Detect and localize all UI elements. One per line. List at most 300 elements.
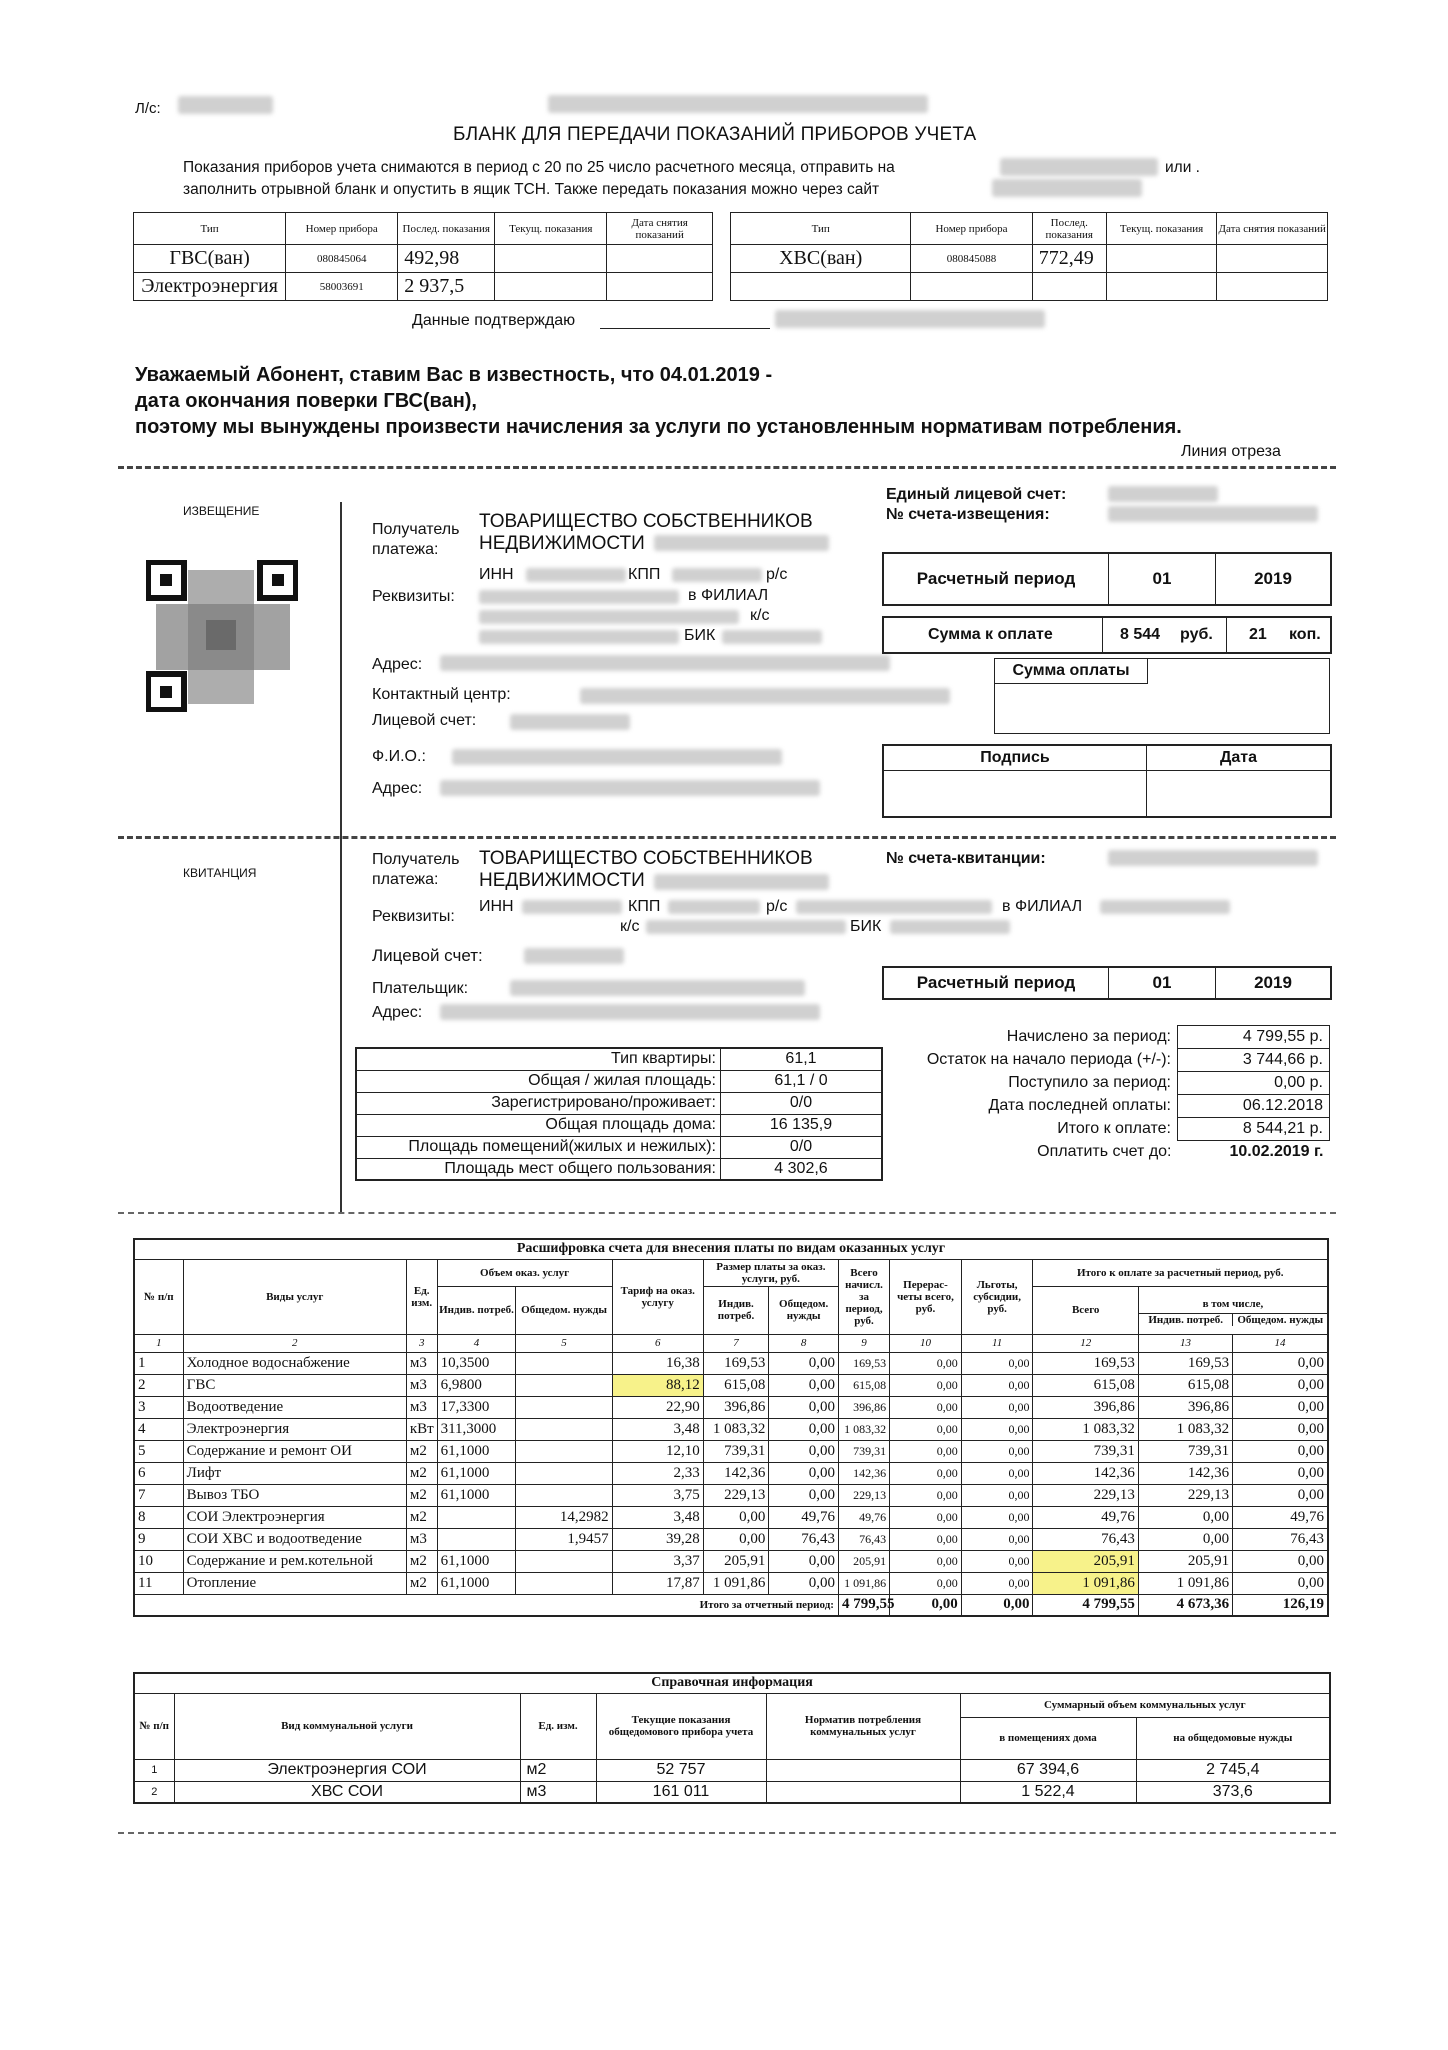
table-cell: 396,86 [703,1396,769,1418]
izv-sum-box [882,616,1332,654]
izv-kpp: КПП [628,566,661,583]
redacted-bik2 [890,920,1010,934]
table-cell: 3 [134,1396,183,1418]
table-cell: 0,00 [961,1506,1033,1528]
meter-col-type: Тип [134,213,286,245]
total-cell: 126,19 [1233,1594,1328,1616]
table-cell [516,1352,612,1374]
table-cell: 205,91 [838,1550,889,1572]
col-number: 5 [516,1334,612,1352]
col-number: 13 [1138,1334,1232,1352]
table-cell: Содержание и ремонт ОИ [183,1440,406,1462]
apt-info-row [356,1136,882,1158]
period-month: 01 [1109,967,1216,999]
col-number: 11 [961,1334,1033,1352]
table-row [134,1396,1328,1418]
kvit-inn: ИНН [479,898,514,915]
table-cell: 229,13 [838,1484,889,1506]
summary-label: Оплатить счет до: [1037,1143,1172,1160]
table-cell: 3,37 [612,1550,703,1572]
table-cell: 205,91 [1033,1550,1138,1572]
kvit-recipient-name1: ТОВАРИЩЕСТВО СОБСТВЕННИКОВ [479,848,813,869]
table-cell: 16,38 [612,1352,703,1374]
izv-recipient-label [372,520,459,560]
summary-value: 06.12.2018 [1178,1095,1330,1118]
total-cell: 0,00 [961,1594,1033,1616]
table-cell: Содержание и рем.котельной [183,1550,406,1572]
summary-value: 4 799,55 р. [1178,1026,1330,1049]
table-cell: м2 [406,1440,437,1462]
kvit-period-table [882,966,1332,1000]
table-cell: 14,2982 [516,1506,612,1528]
h-unit: Ед. изм. [406,1259,437,1334]
table-row [134,1352,1328,1374]
h-all: Всего [1033,1286,1138,1334]
table-cell: 61,1000 [437,1572,516,1594]
table-cell: 229,13 [1138,1484,1232,1506]
table-cell: кВт [406,1418,437,1440]
total-cell: 4 673,36 [1138,1594,1232,1616]
apt-info-label: Общая / жилая площадь: [356,1070,721,1092]
col-number: 8 [769,1334,839,1352]
table-cell: 0,00 [961,1396,1033,1418]
table-cell: 0,00 [1233,1484,1328,1506]
apt-info-label: Общая площадь дома: [356,1114,721,1136]
table-cell: 22,90 [612,1396,703,1418]
apt-info-row [356,1114,882,1136]
ref-h-in-rooms: в помещениях дома [960,1717,1136,1759]
table-cell: Лифт [183,1462,406,1484]
confirm-signature-line [600,328,770,329]
table-cell: 396,86 [1033,1396,1138,1418]
table-cell: 0,00 [961,1572,1033,1594]
table-cell: СОИ Электроэнергия [183,1506,406,1528]
izv-ks: к/с [750,607,770,624]
meter-current-input[interactable] [495,245,607,273]
table-row [134,1506,1328,1528]
redacted-rs2 [796,900,992,914]
apartment-info-table [355,1047,883,1181]
instructions-line1-a: Показания приборов учета снимаются в период с 20 по 25 число расчетного месяца, отправить на [183,159,895,176]
table-cell: 0,00 [769,1572,839,1594]
izv-recipient-label2: платежа: [372,541,439,558]
table-cell: 615,08 [838,1374,889,1396]
sum-kop: 21 [1249,626,1267,643]
table-cell: 615,08 [1138,1374,1232,1396]
col-number: 7 [703,1334,769,1352]
meter-col-number: Номер прибора [911,213,1032,245]
table-cell: м3 [406,1352,437,1374]
redacted-bik [722,630,822,644]
reference-title: Справочная информация [134,1673,1330,1693]
table-cell: 49,76 [769,1506,839,1528]
table-cell: 739,31 [838,1440,889,1462]
paid-label: Сумма оплаты [995,659,1148,684]
table-cell: 7 [134,1484,183,1506]
table-cell: 0,00 [890,1572,962,1594]
table-cell: 739,31 [703,1440,769,1462]
table-row [134,1528,1328,1550]
reference-table [133,1672,1331,1804]
table-cell [437,1528,516,1550]
table-cell: м2 [406,1572,437,1594]
table-cell: 169,53 [838,1352,889,1374]
h-pay-common: Общедом. нужды [769,1286,839,1334]
meter-last-value: 772,49 [1032,245,1106,273]
col-number: 6 [612,1334,703,1352]
meter-date-input[interactable] [1217,273,1328,301]
table-cell: 0,00 [703,1506,769,1528]
total-cell: 4 799,55 [1033,1594,1138,1616]
table-cell: 76,43 [769,1528,839,1550]
h-pay-ind: Индив. потреб. [703,1286,769,1334]
table-cell: СОИ ХВС и водоотведение [183,1528,406,1550]
table-cell: м2 [406,1550,437,1572]
izv-contact-label: Контактный центр: [372,686,511,703]
apt-info-value: 61,1 / 0 [721,1070,883,1092]
table-cell: м2 [406,1484,437,1506]
izv-account-label: Лицевой счет: [372,712,477,729]
meter-current-input[interactable] [1106,273,1217,301]
table-cell: 205,91 [1138,1550,1232,1572]
instructions-line1-b: или . [1165,159,1200,176]
table-cell: 9 [134,1528,183,1550]
summary-row [880,1141,1330,1164]
redacted-payer [510,980,805,996]
redacted-recipient [654,535,829,551]
table-cell: 76,43 [838,1528,889,1550]
meter-date-input[interactable] [607,245,713,273]
vertical-divider [340,502,342,1214]
table-cell: 52 757 [596,1759,766,1781]
redacted-email [1000,158,1158,176]
izv-bik: БИК [684,627,716,644]
table-cell: 0,00 [703,1528,769,1550]
table-cell: 0,00 [890,1418,962,1440]
h-volume: Объем оказ. услуг [437,1259,612,1286]
sign-date-box [882,744,1332,818]
table-cell: м3 [406,1528,437,1550]
table-cell: 0,00 [961,1374,1033,1396]
section-divider [118,836,1336,839]
table-cell: 0,00 [961,1418,1033,1440]
receipt-no-label: № счета-квитанции: [886,850,1046,867]
table-cell: 169,53 [703,1352,769,1374]
apt-info-label: Зарегистрировано/проживает: [356,1092,721,1114]
table-cell: 1 083,32 [703,1418,769,1440]
redacted-name [775,310,1045,328]
table-cell: 0,00 [1233,1418,1328,1440]
ref-h-common: на общедомовые нужды [1136,1717,1330,1759]
table-cell [766,1759,960,1781]
table-cell: м3 [520,1781,596,1803]
table-cell: 2 [134,1781,174,1803]
redacted-receipt-no [1108,850,1318,866]
col-number: 2 [183,1334,406,1352]
bottom-divider [118,1832,1336,1834]
table-cell: 739,31 [1138,1440,1232,1462]
table-cell: 11 [134,1572,183,1594]
table-cell: м2 [520,1759,596,1781]
ref-h-unit: Ед. изм. [520,1693,596,1759]
table-cell: 0,00 [890,1484,962,1506]
kvit-rs: р/с [766,898,788,915]
ref-h-no: № п/п [134,1693,174,1759]
redacted-branch [479,610,739,624]
redacted-kpp2 [668,900,760,914]
kvit-recipient-label2: платежа: [372,871,439,888]
section-divider-bottom [118,1212,1336,1214]
table-row [134,1374,1328,1396]
table-cell: 396,86 [838,1396,889,1418]
izv-section-label: ИЗВЕЩЕНИЕ [183,504,260,518]
meter-col-last: Послед. показания [1032,213,1106,245]
summary-table [880,1025,1330,1164]
table-cell: 0,00 [1233,1374,1328,1396]
table-cell: 311,3000 [437,1418,516,1440]
table-cell: м2 [406,1506,437,1528]
table-cell: Вывоз ТБО [183,1484,406,1506]
ls-label: Л/с: [135,100,161,117]
summary-label: Начислено за период: [1006,1028,1171,1045]
apt-info-row [356,1048,882,1070]
table-cell: 1 083,32 [838,1418,889,1440]
h-no: № п/п [134,1259,183,1334]
table-cell: 0,00 [1138,1528,1232,1550]
table-cell: 0,00 [961,1528,1033,1550]
table-cell: 0,00 [890,1528,962,1550]
meter-type: Электроэнергия [134,273,286,301]
notice-line1: Уважаемый Абонент, ставим Вас в известность, что 04.01.2019 - [135,364,773,386]
table-cell: 142,36 [703,1462,769,1484]
table-cell: 0,00 [769,1550,839,1572]
ref-h-current: Текущие показания общедомового прибора учета [596,1693,766,1759]
total-label: Итого за отчетный период: [134,1594,838,1616]
summary-row [880,1072,1330,1095]
izv-req-label: Реквизиты: [372,588,455,605]
redacted-address2 [440,780,820,796]
period-year: 2019 [1216,553,1332,605]
meter-col-number: Номер прибора [286,213,398,245]
table-cell: 3,48 [612,1418,703,1440]
notice-no-label: № счета-извещения: [886,506,1050,523]
table-row [134,1759,1330,1781]
table-cell: 0,00 [1233,1572,1328,1594]
table-cell: 1 091,86 [1138,1572,1232,1594]
table-cell: 229,13 [1033,1484,1138,1506]
meter-current-input[interactable] [1106,245,1217,273]
meter-number: 080845088 [911,245,1032,273]
redacted-account [178,96,273,114]
table-cell: 3,48 [612,1506,703,1528]
period-label: Расчетный период [883,553,1109,605]
table-cell: 0,00 [890,1462,962,1484]
table-cell: 76,43 [1233,1528,1328,1550]
ref-h-service: Вид коммунальной услуги [174,1693,520,1759]
table-cell: 2 745,4 [1136,1759,1330,1781]
meters-table-right [730,212,1328,301]
table-cell: 0,00 [1233,1550,1328,1572]
table-cell: 61,1000 [437,1462,516,1484]
table-cell [516,1462,612,1484]
izv-fio-label: Ф.И.О.: [372,748,426,765]
redacted-account3 [524,948,624,964]
table-cell: м2 [406,1462,437,1484]
table-cell: 161 011 [596,1781,766,1803]
redacted-address [440,655,890,671]
table-cell: 0,00 [1233,1352,1328,1374]
period-year: 2019 [1216,967,1332,999]
table-cell: 49,76 [838,1506,889,1528]
table-cell: 1 091,86 [703,1572,769,1594]
h-vol-ind: Индив. потреб. [437,1286,516,1334]
table-cell: 1 [134,1352,183,1374]
apt-info-value: 0/0 [721,1136,883,1158]
redacted-recipient2 [654,874,829,890]
redacted-address3 [440,1004,820,1020]
table-cell: 1 083,32 [1138,1418,1232,1440]
table-cell: 10 [134,1550,183,1572]
redacted-branch2 [1100,900,1230,914]
izv-address-label: Адрес: [372,656,423,673]
table-cell: 76,43 [1033,1528,1138,1550]
single-account-label: Единый лицевой счет: [886,486,1067,503]
table-row [134,1484,1328,1506]
table-cell: 4 [134,1418,183,1440]
kvit-kpp: КПП [628,898,661,915]
table-cell: 6 [134,1462,183,1484]
redacted-kpp [672,568,762,582]
meter-date-input[interactable] [1217,245,1328,273]
table-cell: 0,00 [769,1462,839,1484]
table-cell: 0,00 [1233,1462,1328,1484]
table-cell: 0,00 [890,1506,962,1528]
redacted-org [548,95,928,113]
ref-h-sum: Суммарный объем коммунальных услуг [960,1693,1330,1717]
col-number: 10 [890,1334,962,1352]
izv-recipient-name1: ТОВАРИЩЕСТВО СОБСТВЕННИКОВ [479,511,813,532]
sum-label: Сумма к оплате [928,626,1053,643]
meters-table-left [133,212,713,301]
table-cell: 169,53 [1138,1352,1232,1374]
kvit-account-label: Лицевой счет: [372,946,483,965]
meter-current-input[interactable] [495,273,607,301]
h-benefits: Льготы, субсидии, руб. [961,1259,1033,1334]
table-cell: 169,53 [1033,1352,1138,1374]
col-number: 12 [1033,1334,1138,1352]
col-number: 14 [1233,1334,1328,1352]
table-cell: 0,00 [769,1440,839,1462]
apt-info-value: 16 135,9 [721,1114,883,1136]
summary-value: 10.02.2019 г. [1229,1143,1324,1161]
redacted-single-account [1108,486,1218,502]
date-label: Дата [1147,746,1330,771]
izv-recipient-label1: Получатель [372,521,460,538]
meter-col-date: Дата снятия показаний [1217,213,1328,245]
table-cell: 0,00 [961,1484,1033,1506]
notice-line2: дата окончания поверки ГВС(ван), [135,390,477,412]
table-cell: 1 091,86 [838,1572,889,1594]
table-cell: 0,00 [961,1352,1033,1374]
redacted-notice-no [1108,506,1318,522]
table-cell: 6,9800 [437,1374,516,1396]
table-cell: 0,00 [961,1462,1033,1484]
table-cell: 142,36 [1138,1462,1232,1484]
table-cell: 17,3300 [437,1396,516,1418]
redacted-rs [479,590,679,604]
period-month: 01 [1109,553,1216,605]
kvit-address-label: Адрес: [372,1004,423,1021]
meter-type: ХВС(ван) [731,245,911,273]
notice-line3: поэтому мы вынуждены произвести начисления за услуги по установленным нормативам потребления. [135,416,1182,438]
apt-info-row [356,1158,882,1180]
table-cell: 396,86 [1138,1396,1232,1418]
meter-col-current: Текущ. показания [495,213,607,245]
table-cell: 0,00 [890,1374,962,1396]
table-cell [516,1374,612,1396]
confirm-label: Данные подтверждаю [412,312,576,329]
table-cell: 205,91 [703,1550,769,1572]
table-cell: Водоотведение [183,1396,406,1418]
izv-recipient-name2: НЕДВИЖИМОСТИ [479,533,645,554]
redacted-ks [479,630,679,644]
meter-number: 58003691 [286,273,398,301]
meter-date-input[interactable] [607,273,713,301]
table-cell: м3 [406,1374,437,1396]
cut-line [118,466,1336,469]
table-cell: 61,1000 [437,1484,516,1506]
table-cell: 739,31 [1033,1440,1138,1462]
total-cell: 0,00 [890,1594,962,1616]
redacted-fio [452,749,782,765]
sign-label: Подпись [884,746,1147,771]
table-cell: 1 522,4 [960,1781,1136,1803]
table-cell [516,1572,612,1594]
paid-box[interactable] [994,658,1330,734]
table-cell: 1,9457 [516,1528,612,1550]
table-cell [437,1506,516,1528]
h-incl-group [1138,1286,1328,1334]
apt-info-label: Площадь мест общего пользования: [356,1158,721,1180]
table-cell [516,1484,612,1506]
table-cell: Отопление [183,1572,406,1594]
h-service: Виды услуг [183,1259,406,1334]
table-row [134,1440,1328,1462]
h-recalc: Перерас-четы всего, руб. [890,1259,962,1334]
table-cell [516,1550,612,1572]
apt-info-row [356,1070,882,1092]
rub-label: руб. [1180,626,1213,643]
summary-label: Остаток на начало периода (+/-): [926,1051,1171,1068]
form-title: БЛАНК ДЛЯ ПЕРЕДАЧИ ПОКАЗАНИЙ ПРИБОРОВ УЧЕТА [453,124,977,145]
summary-label: Итого к оплате: [1057,1120,1171,1137]
h-topay: Итого к оплате за расчетный период, руб. [1033,1259,1328,1286]
table-cell: 10,3500 [437,1352,516,1374]
izv-inn: ИНН [479,566,514,583]
redacted-contact [580,688,950,704]
period-label: Расчетный период [883,967,1109,999]
instructions-line2: заполнить отрывной бланк и опустить в ящик ТСН. Также передать показания можно через сайт [183,181,880,198]
table-cell: 0,00 [961,1440,1033,1462]
table-cell: 0,00 [890,1396,962,1418]
h-total: Всего начисл. за период, руб. [838,1259,889,1334]
table-cell: 0,00 [890,1352,962,1374]
table-cell: 1 083,32 [1033,1418,1138,1440]
table-cell [516,1418,612,1440]
table-cell: 1 091,86 [1033,1572,1138,1594]
table-cell: 17,87 [612,1572,703,1594]
kvit-section-label: КВИТАНЦИЯ [183,866,257,880]
